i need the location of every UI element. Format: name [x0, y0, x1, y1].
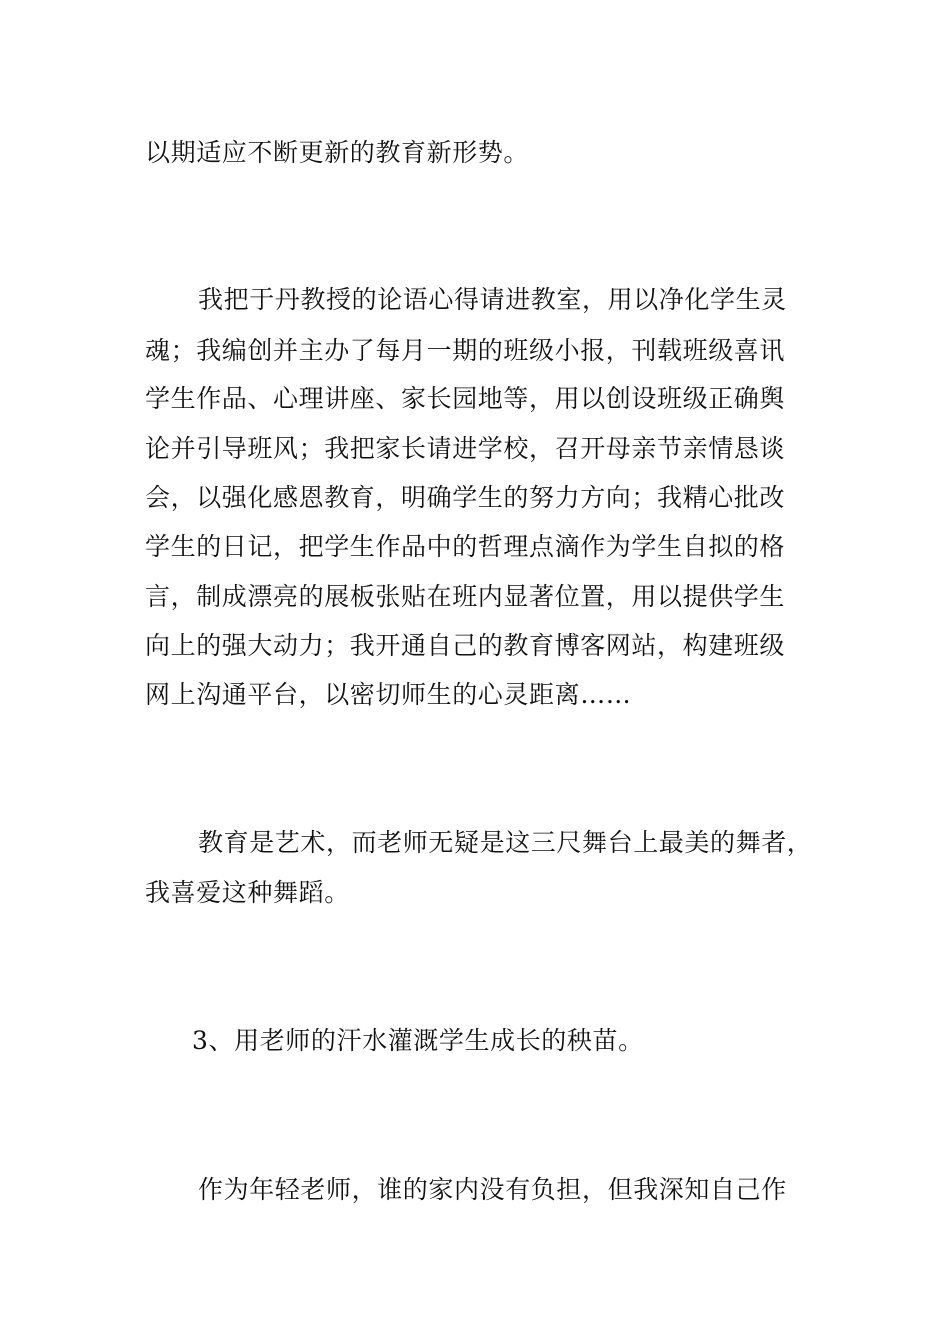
paragraph-line: 网上沟通平台，以密切师生的心灵距离…… — [145, 680, 632, 709]
paragraph-line: 言，制成漂亮的展板张贴在班内显著位置，用以提供学生 — [145, 582, 786, 611]
paragraph-line: 我喜爱这种舞蹈。 — [145, 878, 350, 907]
paragraph-line: 魂；我编创并主办了每月一期的班级小报，刊载班级喜讯 — [145, 336, 786, 365]
paragraph-line: 向上的强大动力；我开通自己的教育博客网站，构建班级 — [145, 631, 786, 660]
paragraph-line: 作为年轻老师，谁的家内没有负担，但我深知自己作 — [198, 1175, 787, 1204]
paragraph-line: 论并引导班风；我把家长请进学校，召开母亲节亲情恳谈 — [145, 434, 786, 463]
paragraph-line: 以期适应不断更新的教育新形势。 — [145, 138, 530, 167]
paragraph-line: 教育是艺术，而老师无疑是这三尺舞台上最美的舞者， — [198, 828, 813, 857]
heading-line: 3、用老师的汗水灌溉学生成长的秧苗。 — [192, 1026, 644, 1055]
paragraph-line: 学生作品、心理讲座、家长园地等，用以创设班级正确舆 — [145, 384, 786, 413]
paragraph-line: 学生的日记，把学生作品中的哲理点滴作为学生自拟的格 — [145, 532, 786, 561]
paragraph-line: 会，以强化感恩教育，明确学生的努力方向；我精心批改 — [145, 483, 786, 512]
paragraph-line: 我把于丹教授的论语心得请进教室，用以净化学生灵 — [198, 285, 787, 314]
